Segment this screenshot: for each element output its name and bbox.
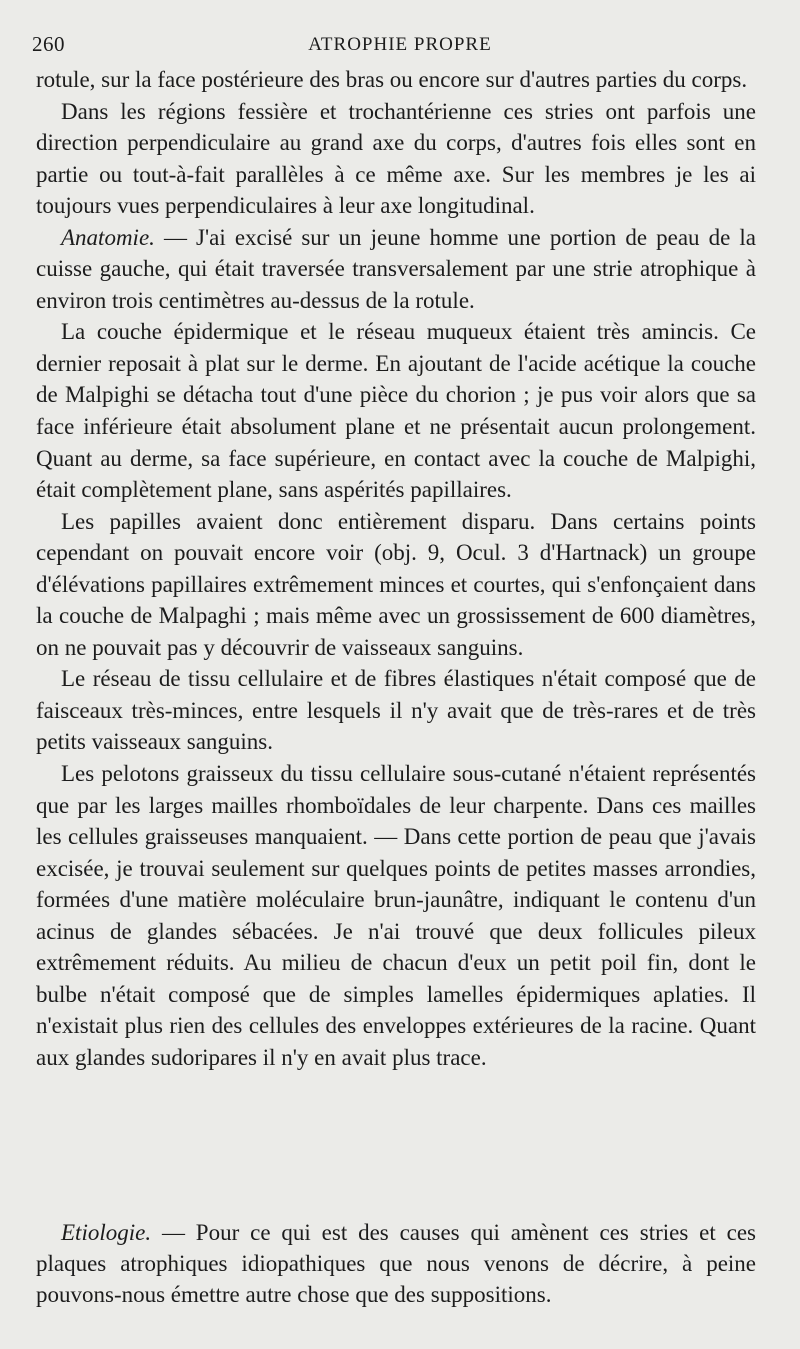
paragraph-text: Le réseau de tissu cellulaire et de fibres élastiques n'était composé que de faisceaux très-minces, entre lesquels il n'y avait que de très-rares et de très petits vaisseaux sanguins.	[36, 666, 756, 755]
body-text-etiologie	[36, 1217, 756, 1310]
paragraph	[36, 96, 756, 222]
section-lead: Etiologie.	[61, 1220, 152, 1245]
paragraph-text: Dans les régions fessière et trochantérienne ces stries ont parfois une direction perpendiculaire au grand axe du corps, d'autres fois elles sont en partie ou tout-à-fait parallèles à ce même axe. Sur les membres je les ai toujours vues perpendiculaires à leur axe longitudinal.	[36, 98, 756, 219]
paragraph-anatomie	[36, 222, 756, 317]
body-text	[36, 64, 756, 1074]
paragraph-text: Les pelotons graisseux du tissu cellulaire sous-cutané n'étaient représentés que par les larges mailles rhomboïdales de leur charpente. Dans ces mailles les cellules graisseuses manquaient. — Dans cette portion de peau que j'avais excisée, je trouvai seulement sur quelques points de petites masses arrondies, formées d'une matière moléculaire brun-jaunâtre, indiquant le contenu d'un acinus de glandes sébacées. Je n'ai trouvé que deux follicules pileux extrêmement réduits. Au milieu de chacun d'eux un petit poil fin, dont le bulbe n'était composé que de simples lamelles épidermiques aplaties. Il n'existait plus rien des cellules des enveloppes extérieures de la racine. Quant aux glandes sudoripares il n'y en avait plus trace.	[36, 761, 756, 1070]
paragraph-text: Les papilles avaient donc entièrement disparu. Dans certains points cependant on pouvait encore voir (obj. 9, Ocul. 3 d'Hartnack) un groupe d'élévations papillaires extrêmement minces et courtes, qui s'enfonçaient dans la couche de Malpaghi ; mais même avec un grossissement de 600 diamètres, on ne pouvait pas y découvrir de vaisseaux sanguins.	[36, 508, 756, 660]
paragraph-text: — Pour ce qui est des causes qui amènent ces stries et ces plaques atrophiques idiopathiques que nous venons de décrire, à peine pouvons-nous émettre autre chose que des suppositions.	[36, 1220, 756, 1307]
page-number: 260	[32, 32, 65, 56]
paragraph-text: La couche épidermique et le réseau muqueux étaient très amincis. Ce dernier reposait à plat sur le derme. En ajoutant de l'acide acétique la couche de Malpighi se détacha tout d'une pièce du chorion ; je pus voir alors que sa face inférieure était absolument plane et ne présentait aucun prolongement. Quant au derme, sa face supérieure, en contact avec la couche de Malpighi, était complètement plane, sans aspérités papillaires.	[36, 319, 756, 503]
page-header	[30, 30, 770, 60]
paragraph-text: — J'ai excisé sur un jeune homme une portion de peau de la cuisse gauche, qui était traversée transversalement par une strie atrophique à environ trois centimètres au-dessus de la rotule.	[36, 224, 756, 313]
paragraph	[36, 316, 756, 505]
paragraph-text: rotule, sur la face postérieure des bras ou encore sur d'autres parties du corps.	[36, 67, 748, 92]
paragraph-continuation	[36, 64, 756, 96]
section-lead: Anatomie.	[61, 224, 155, 250]
paragraph	[36, 506, 756, 664]
paragraph	[36, 663, 756, 758]
paragraph-etiologie	[36, 1217, 756, 1310]
running-title: ATROPHIE PROPRE	[308, 34, 492, 55]
paragraph	[36, 758, 756, 1073]
